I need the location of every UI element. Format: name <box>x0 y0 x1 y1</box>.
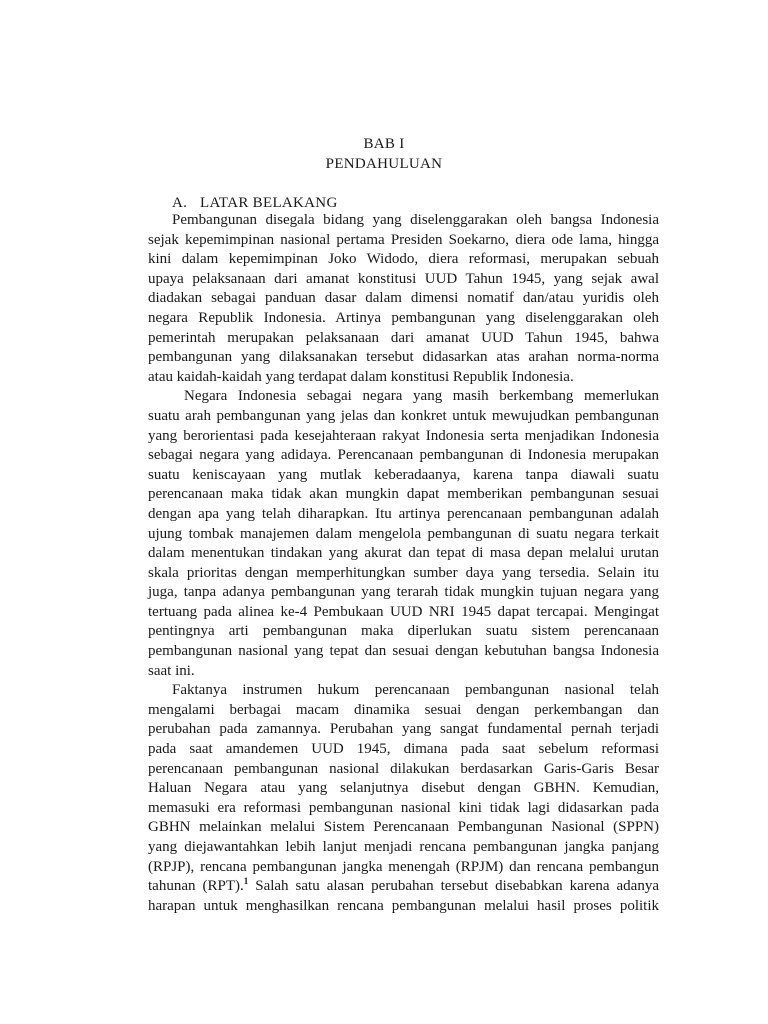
text-line: juga, tanpa adanya pembangunan yang terarah tidak mungkin tujuan negara yang <box>148 584 659 601</box>
text-line: negara Republik Indonesia. Artinya pembangunan yang diselenggarakan oleh <box>148 309 659 326</box>
text-line: memasuki era reformasi pembangunan nasional kini tidak lagi didasarkan pada <box>148 799 659 816</box>
text-line: diadakan sebagai panduan dasar dalam dimensi nomatif dan/atau yuridis oleh <box>148 290 659 307</box>
text-line: dalam menentukan tindakan yang akurat dan tepat di masa depan melalui urutan <box>148 545 659 562</box>
text-line: perencanaan maka tidak akan mungkin dapat memberikan pembangunan sesuai <box>148 486 659 503</box>
section-title: LATAR BELAKANG <box>200 195 338 211</box>
text-line: pada saat amandemen UUD 1945, dimana pada saat sebelum reformasi <box>148 741 659 758</box>
text-line: kini dalam kepemimpinan Joko Widodo, diera reformasi, merupakan sebuah <box>148 251 659 268</box>
text-line: suatu arah pembangunan yang jelas dan konkret untuk mewujudkan pembangunan <box>148 407 659 424</box>
text-line-start: tahunan (RPT). <box>148 878 244 895</box>
text-line: sejak kepemimpinan nasional pertama Presiden Soekarno, diera ode lama, hingga <box>148 231 659 248</box>
text-line: yang berorientasi pada kesejahteraan rakyat Indonesia serta menjadikan Indonesia <box>148 427 659 444</box>
text-line: sebagai negara yang adidaya. Perencanaan pembangunan di Indonesia merupakan <box>148 447 659 464</box>
text-line: dengan apa yang telah diharapkan. Itu artinya perencanaan pembangunan adalah <box>148 505 659 522</box>
body-text <box>148 211 659 916</box>
text-line-rest: Salah satu alasan perubahan tersebut disebabkan karena adanya <box>248 878 660 895</box>
text-line: perubahan pada zamannya. Perubahan yang sangat fundamental pernah terjadi <box>148 721 659 738</box>
section-letter: A. <box>172 195 188 211</box>
text-line: GBHN melainkan melalui Sistem Perencanaan Pembangunan Nasional (SPPN) <box>148 819 659 836</box>
text-line: pemerintah merupakan pelaksanaan dari amanat UUD Tahun 1945, bahwa <box>148 329 659 346</box>
text-line: saat ini. <box>148 662 195 679</box>
text-line: Pembangunan disegala bidang yang diselenggarakan oleh bangsa Indonesia <box>172 212 659 228</box>
text-line: Haluan Negara atau yang selanjutnya disebut dengan GBHN. Kemudian, <box>148 780 659 797</box>
text-line: ujung tombak manajemen dalam mengelola pembangunan di suatu negara terkait <box>148 525 659 542</box>
text-line: (RPJP), rencana pembangunan jangka menengah (RPJM) dan rencana pembangun <box>148 858 659 875</box>
text-line <box>148 877 659 897</box>
chapter-number: BAB I <box>363 136 405 152</box>
text-line: pembangunan nasional yang tepat dan sesuai dengan kebutuhan bangsa Indonesia <box>148 643 659 660</box>
text-line: yang diejawantahkan lebih lanjut menjadi rencana pembangunan jangka panjang <box>148 839 659 855</box>
text-line: Negara Indonesia sebagai negara yang masih berkembang memerlukan <box>184 388 659 405</box>
text-line: upaya pelaksanaan dari amanat konstitusi UUD Tahun 1945, yang sejak awal <box>148 270 659 287</box>
text-line: pentingnya arti pembangunan maka diperlukan suatu sistem perencanaan <box>148 623 659 640</box>
chapter-title: PENDAHULUAN <box>325 156 443 172</box>
text-line: atau kaidah-kaidah yang terdapat dalam konstitusi Republik Indonesia. <box>148 368 574 385</box>
text-line: Faktanya instrumen hukum perencanaan pembangunan nasional telah <box>172 682 659 699</box>
text-line: suatu keniscayaan yang mutlak keberadaanya, karena tanpa diawali suatu <box>148 466 659 483</box>
footnote-marker[interactable]: 1 <box>243 876 249 887</box>
text-line: skala prioritas dengan memperhitungkan sumber daya yang tersedia. Selain itu <box>148 564 659 581</box>
text-line: pembangunan yang dilaksanakan tersebut didasarkan atas arahan norma-norma <box>148 349 659 366</box>
section-heading <box>148 195 338 212</box>
text-line: harapan untuk menghasilkan rencana pembangunan melalui hasil proses politik <box>148 897 659 914</box>
text-line: perencanaan pembangunan nasional dilakukan berdasarkan Garis-Garis Besar <box>148 760 659 777</box>
text-line: tertuang pada alinea ke-4 Pembukaan UUD NRI 1945 dapat tercapai. Mengingat <box>148 603 659 620</box>
text-line: mengalami berbagai macam dinamika sesuai dengan perkembangan dan <box>148 701 659 718</box>
